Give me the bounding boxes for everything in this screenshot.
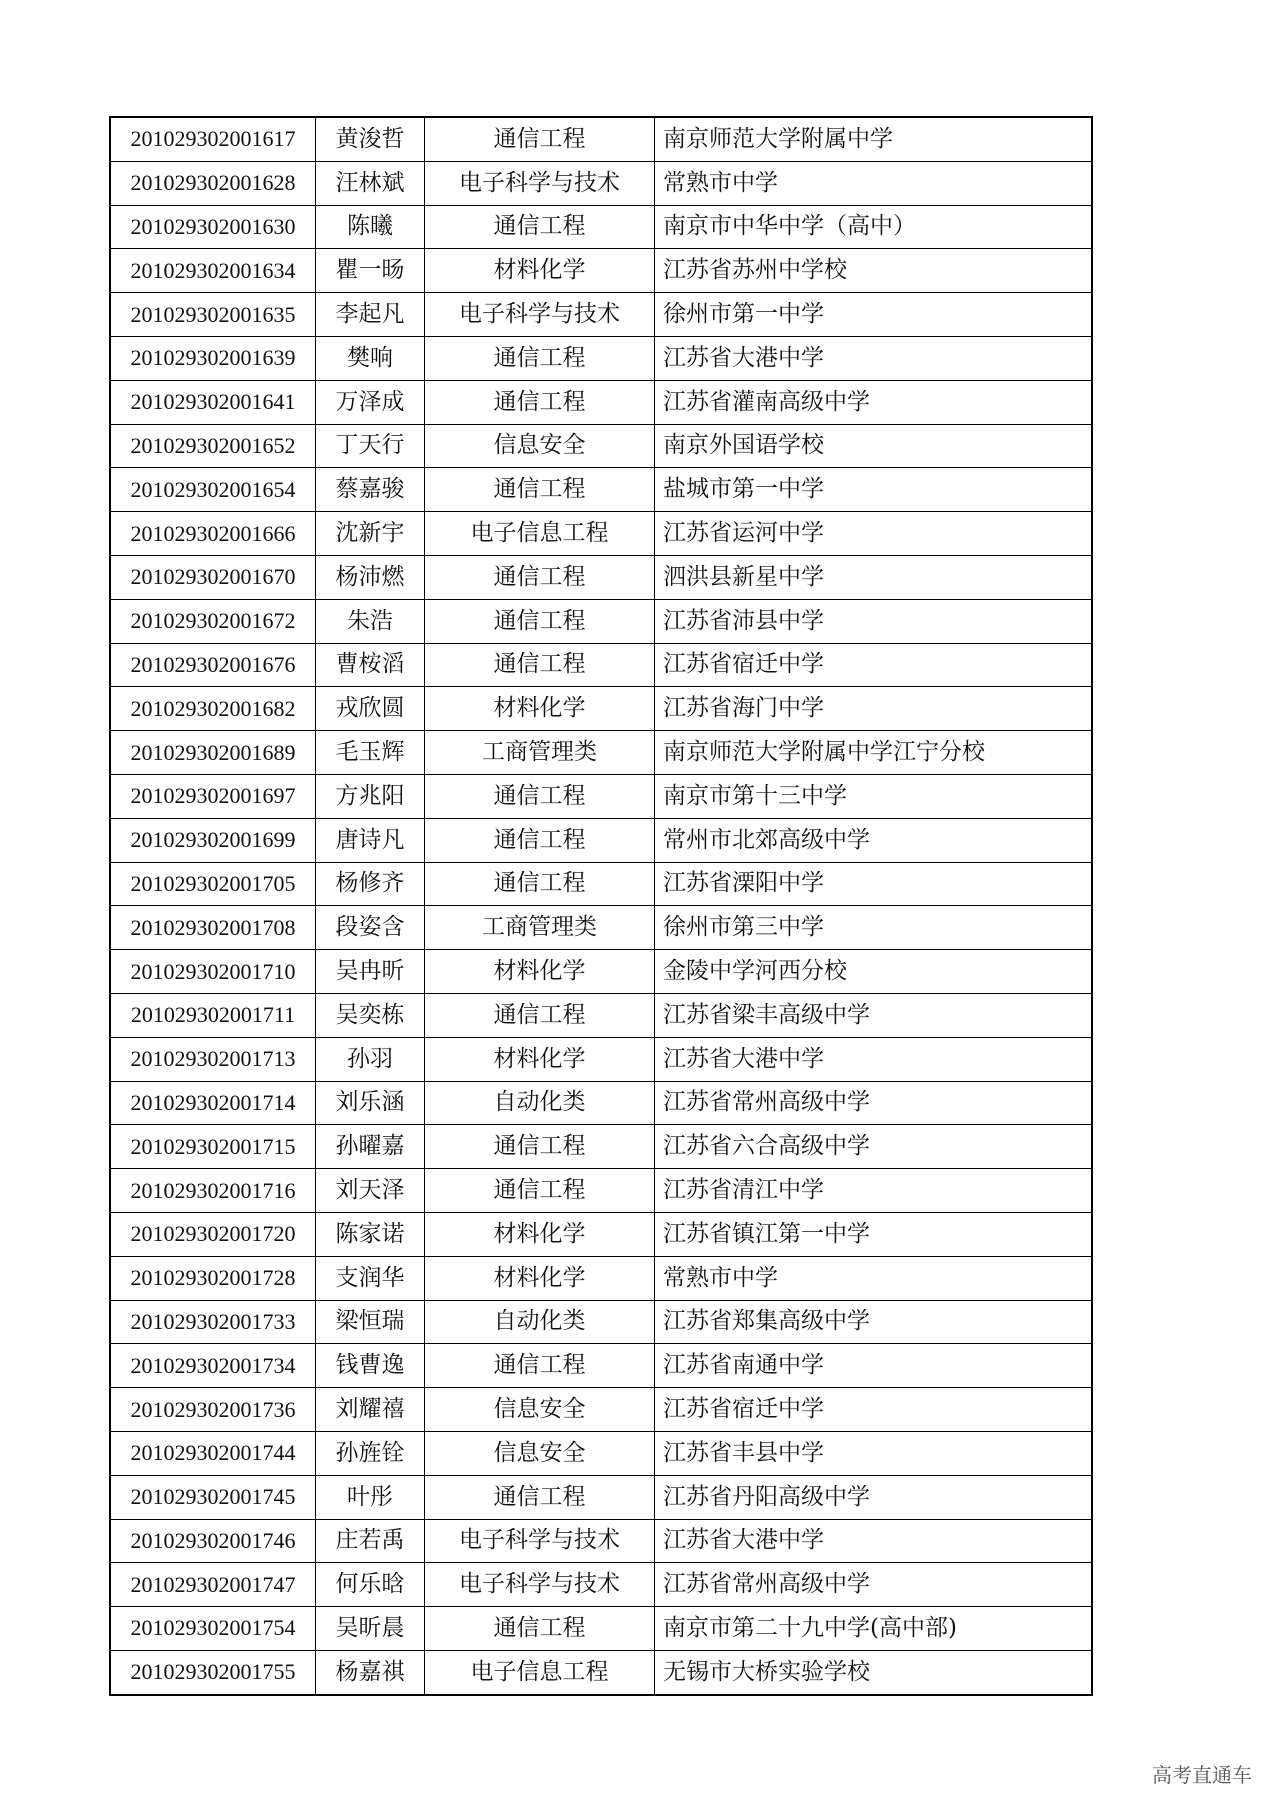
table-row bbox=[110, 1519, 1092, 1563]
student-name-cell: 沈新宇 bbox=[316, 512, 425, 556]
major-cell: 信息安全 bbox=[425, 1431, 655, 1475]
school-cell: 江苏省海门中学 bbox=[655, 687, 1093, 731]
major-cell: 工商管理类 bbox=[425, 906, 655, 950]
student-id-cell: 201029302001676 bbox=[110, 643, 316, 687]
student-id-cell: 201029302001670 bbox=[110, 555, 316, 599]
major-cell: 通信工程 bbox=[425, 1169, 655, 1213]
table-row bbox=[110, 1431, 1092, 1475]
major-cell: 材料化学 bbox=[425, 249, 655, 293]
table-row bbox=[110, 161, 1092, 205]
student-name-cell: 陈曦 bbox=[316, 205, 425, 249]
student-name-cell: 樊响 bbox=[316, 336, 425, 380]
major-cell: 通信工程 bbox=[425, 1344, 655, 1388]
student-name-cell: 杨沛燃 bbox=[316, 555, 425, 599]
table-row bbox=[110, 468, 1092, 512]
table-row bbox=[110, 205, 1092, 249]
major-cell: 电子信息工程 bbox=[425, 1650, 655, 1694]
student-name-cell: 曹桉滔 bbox=[316, 643, 425, 687]
table-row bbox=[110, 950, 1092, 994]
student-id-cell: 201029302001699 bbox=[110, 818, 316, 862]
major-cell: 材料化学 bbox=[425, 950, 655, 994]
table-row bbox=[110, 993, 1092, 1037]
student-name-cell: 杨修齐 bbox=[316, 862, 425, 906]
student-name-cell: 刘天泽 bbox=[316, 1169, 425, 1213]
table-row bbox=[110, 818, 1092, 862]
major-cell: 通信工程 bbox=[425, 599, 655, 643]
school-cell: 江苏省常州高级中学 bbox=[655, 1081, 1093, 1125]
table-row bbox=[110, 643, 1092, 687]
student-name-cell: 叶彤 bbox=[316, 1475, 425, 1519]
student-id-cell: 201029302001672 bbox=[110, 599, 316, 643]
table-row bbox=[110, 512, 1092, 556]
school-cell: 江苏省镇江第一中学 bbox=[655, 1212, 1093, 1256]
student-id-cell: 201029302001710 bbox=[110, 950, 316, 994]
school-cell: 徐州市第三中学 bbox=[655, 906, 1093, 950]
school-cell: 江苏省丰县中学 bbox=[655, 1431, 1093, 1475]
major-cell: 通信工程 bbox=[425, 1475, 655, 1519]
school-cell: 常熟市中学 bbox=[655, 161, 1093, 205]
school-cell: 江苏省沛县中学 bbox=[655, 599, 1093, 643]
student-id-cell: 201029302001635 bbox=[110, 293, 316, 337]
school-cell: 江苏省灌南高级中学 bbox=[655, 380, 1093, 424]
table-row bbox=[110, 293, 1092, 337]
table-row bbox=[110, 1650, 1092, 1694]
school-cell: 江苏省大港中学 bbox=[655, 1037, 1093, 1081]
school-cell: 金陵中学河西分校 bbox=[655, 950, 1093, 994]
school-cell: 泗洪县新星中学 bbox=[655, 555, 1093, 599]
student-id-cell: 201029302001734 bbox=[110, 1344, 316, 1388]
school-cell: 江苏省溧阳中学 bbox=[655, 862, 1093, 906]
student-id-cell: 201029302001716 bbox=[110, 1169, 316, 1213]
school-cell: 南京师范大学附属中学江宁分校 bbox=[655, 731, 1093, 775]
major-cell: 通信工程 bbox=[425, 1607, 655, 1651]
student-name-cell: 孙曜嘉 bbox=[316, 1125, 425, 1169]
student-name-cell: 方兆阳 bbox=[316, 774, 425, 818]
student-id-cell: 201029302001634 bbox=[110, 249, 316, 293]
major-cell: 自动化类 bbox=[425, 1300, 655, 1344]
major-cell: 通信工程 bbox=[425, 818, 655, 862]
school-cell: 常熟市中学 bbox=[655, 1256, 1093, 1300]
admission-list-table-container bbox=[109, 116, 1093, 1696]
table-row bbox=[110, 380, 1092, 424]
school-cell: 南京师范大学附属中学 bbox=[655, 117, 1093, 161]
student-name-cell: 唐诗凡 bbox=[316, 818, 425, 862]
student-name-cell: 瞿一旸 bbox=[316, 249, 425, 293]
major-cell: 材料化学 bbox=[425, 1256, 655, 1300]
table-row bbox=[110, 1125, 1092, 1169]
table-row bbox=[110, 1169, 1092, 1213]
table-row bbox=[110, 1344, 1092, 1388]
student-id-cell: 201029302001697 bbox=[110, 774, 316, 818]
major-cell: 通信工程 bbox=[425, 380, 655, 424]
table-row bbox=[110, 1300, 1092, 1344]
student-id-cell: 201029302001733 bbox=[110, 1300, 316, 1344]
school-cell: 江苏省运河中学 bbox=[655, 512, 1093, 556]
table-row bbox=[110, 731, 1092, 775]
major-cell: 材料化学 bbox=[425, 1037, 655, 1081]
student-id-cell: 201029302001745 bbox=[110, 1475, 316, 1519]
table-row bbox=[110, 687, 1092, 731]
school-cell: 江苏省南通中学 bbox=[655, 1344, 1093, 1388]
student-name-cell: 吴奕栋 bbox=[316, 993, 425, 1037]
school-cell: 江苏省大港中学 bbox=[655, 1519, 1093, 1563]
student-name-cell: 钱曹逸 bbox=[316, 1344, 425, 1388]
student-name-cell: 毛玉辉 bbox=[316, 731, 425, 775]
student-id-cell: 201029302001705 bbox=[110, 862, 316, 906]
major-cell: 通信工程 bbox=[425, 993, 655, 1037]
school-cell: 江苏省大港中学 bbox=[655, 336, 1093, 380]
student-id-cell: 201029302001755 bbox=[110, 1650, 316, 1694]
student-name-cell: 吴昕晨 bbox=[316, 1607, 425, 1651]
student-id-cell: 201029302001708 bbox=[110, 906, 316, 950]
student-name-cell: 汪林斌 bbox=[316, 161, 425, 205]
watermark: 高考直通车 bbox=[1152, 1763, 1252, 1787]
student-name-cell: 吴冉昕 bbox=[316, 950, 425, 994]
school-cell: 江苏省丹阳高级中学 bbox=[655, 1475, 1093, 1519]
student-name-cell: 刘乐涵 bbox=[316, 1081, 425, 1125]
student-id-cell: 201029302001713 bbox=[110, 1037, 316, 1081]
major-cell: 电子信息工程 bbox=[425, 512, 655, 556]
student-id-cell: 201029302001666 bbox=[110, 512, 316, 556]
major-cell: 通信工程 bbox=[425, 774, 655, 818]
major-cell: 通信工程 bbox=[425, 1125, 655, 1169]
student-id-cell: 201029302001744 bbox=[110, 1431, 316, 1475]
major-cell: 通信工程 bbox=[425, 117, 655, 161]
school-cell: 常州市北郊高级中学 bbox=[655, 818, 1093, 862]
table-row bbox=[110, 1475, 1092, 1519]
student-name-cell: 戎欣圆 bbox=[316, 687, 425, 731]
table-row bbox=[110, 906, 1092, 950]
student-id-cell: 201029302001682 bbox=[110, 687, 316, 731]
table-row bbox=[110, 1607, 1092, 1651]
major-cell: 材料化学 bbox=[425, 687, 655, 731]
student-name-cell: 丁天行 bbox=[316, 424, 425, 468]
student-id-cell: 201029302001654 bbox=[110, 468, 316, 512]
school-cell: 南京市第十三中学 bbox=[655, 774, 1093, 818]
table-row bbox=[110, 1256, 1092, 1300]
table-row bbox=[110, 599, 1092, 643]
student-name-cell: 孙旌铨 bbox=[316, 1431, 425, 1475]
student-name-cell: 陈家诺 bbox=[316, 1212, 425, 1256]
table-row bbox=[110, 555, 1092, 599]
major-cell: 通信工程 bbox=[425, 336, 655, 380]
student-id-cell: 201029302001628 bbox=[110, 161, 316, 205]
school-cell: 无锡市大桥实验学校 bbox=[655, 1650, 1093, 1694]
school-cell: 江苏省宿迁中学 bbox=[655, 643, 1093, 687]
major-cell: 通信工程 bbox=[425, 643, 655, 687]
major-cell: 通信工程 bbox=[425, 555, 655, 599]
major-cell: 信息安全 bbox=[425, 424, 655, 468]
student-name-cell: 刘耀禧 bbox=[316, 1388, 425, 1432]
student-id-cell: 201029302001639 bbox=[110, 336, 316, 380]
table-row bbox=[110, 862, 1092, 906]
student-name-cell: 朱浩 bbox=[316, 599, 425, 643]
major-cell: 通信工程 bbox=[425, 205, 655, 249]
student-name-cell: 庄若禹 bbox=[316, 1519, 425, 1563]
student-id-cell: 201029302001617 bbox=[110, 117, 316, 161]
student-id-cell: 201029302001652 bbox=[110, 424, 316, 468]
table-body bbox=[110, 117, 1092, 1695]
school-cell: 南京外国语学校 bbox=[655, 424, 1093, 468]
table-row bbox=[110, 1081, 1092, 1125]
student-name-cell: 孙羽 bbox=[316, 1037, 425, 1081]
student-name-cell: 何乐晗 bbox=[316, 1563, 425, 1607]
student-name-cell: 李起凡 bbox=[316, 293, 425, 337]
school-cell: 南京市第二十九中学(高中部) bbox=[655, 1607, 1093, 1651]
school-cell: 南京市中华中学（高中） bbox=[655, 205, 1093, 249]
major-cell: 电子科学与技术 bbox=[425, 293, 655, 337]
school-cell: 江苏省梁丰高级中学 bbox=[655, 993, 1093, 1037]
table-row bbox=[110, 117, 1092, 161]
student-id-cell: 201029302001747 bbox=[110, 1563, 316, 1607]
major-cell: 电子科学与技术 bbox=[425, 1519, 655, 1563]
student-name-cell: 段姿含 bbox=[316, 906, 425, 950]
school-cell: 盐城市第一中学 bbox=[655, 468, 1093, 512]
student-id-cell: 201029302001746 bbox=[110, 1519, 316, 1563]
table-row bbox=[110, 774, 1092, 818]
major-cell: 材料化学 bbox=[425, 1212, 655, 1256]
major-cell: 信息安全 bbox=[425, 1388, 655, 1432]
table-row bbox=[110, 1212, 1092, 1256]
major-cell: 电子科学与技术 bbox=[425, 1563, 655, 1607]
student-name-cell: 支润华 bbox=[316, 1256, 425, 1300]
student-id-cell: 201029302001714 bbox=[110, 1081, 316, 1125]
table-row bbox=[110, 1563, 1092, 1607]
major-cell: 电子科学与技术 bbox=[425, 161, 655, 205]
table-row bbox=[110, 249, 1092, 293]
major-cell: 自动化类 bbox=[425, 1081, 655, 1125]
school-cell: 江苏省清江中学 bbox=[655, 1169, 1093, 1213]
admission-list-table bbox=[109, 116, 1093, 1696]
student-name-cell: 蔡嘉骏 bbox=[316, 468, 425, 512]
school-cell: 江苏省常州高级中学 bbox=[655, 1563, 1093, 1607]
student-name-cell: 梁恒瑞 bbox=[316, 1300, 425, 1344]
student-id-cell: 201029302001736 bbox=[110, 1388, 316, 1432]
student-name-cell: 杨嘉祺 bbox=[316, 1650, 425, 1694]
school-cell: 江苏省宿迁中学 bbox=[655, 1388, 1093, 1432]
student-id-cell: 201029302001715 bbox=[110, 1125, 316, 1169]
student-id-cell: 201029302001728 bbox=[110, 1256, 316, 1300]
school-cell: 江苏省苏州中学校 bbox=[655, 249, 1093, 293]
table-row bbox=[110, 424, 1092, 468]
student-id-cell: 201029302001630 bbox=[110, 205, 316, 249]
student-id-cell: 201029302001720 bbox=[110, 1212, 316, 1256]
student-id-cell: 201029302001711 bbox=[110, 993, 316, 1037]
table-row bbox=[110, 1037, 1092, 1081]
student-name-cell: 黄浚哲 bbox=[316, 117, 425, 161]
major-cell: 通信工程 bbox=[425, 468, 655, 512]
school-cell: 徐州市第一中学 bbox=[655, 293, 1093, 337]
school-cell: 江苏省六合高级中学 bbox=[655, 1125, 1093, 1169]
student-id-cell: 201029302001641 bbox=[110, 380, 316, 424]
student-name-cell: 万泽成 bbox=[316, 380, 425, 424]
major-cell: 通信工程 bbox=[425, 862, 655, 906]
student-id-cell: 201029302001689 bbox=[110, 731, 316, 775]
table-row bbox=[110, 336, 1092, 380]
student-id-cell: 201029302001754 bbox=[110, 1607, 316, 1651]
major-cell: 工商管理类 bbox=[425, 731, 655, 775]
school-cell: 江苏省郑集高级中学 bbox=[655, 1300, 1093, 1344]
table-row bbox=[110, 1388, 1092, 1432]
